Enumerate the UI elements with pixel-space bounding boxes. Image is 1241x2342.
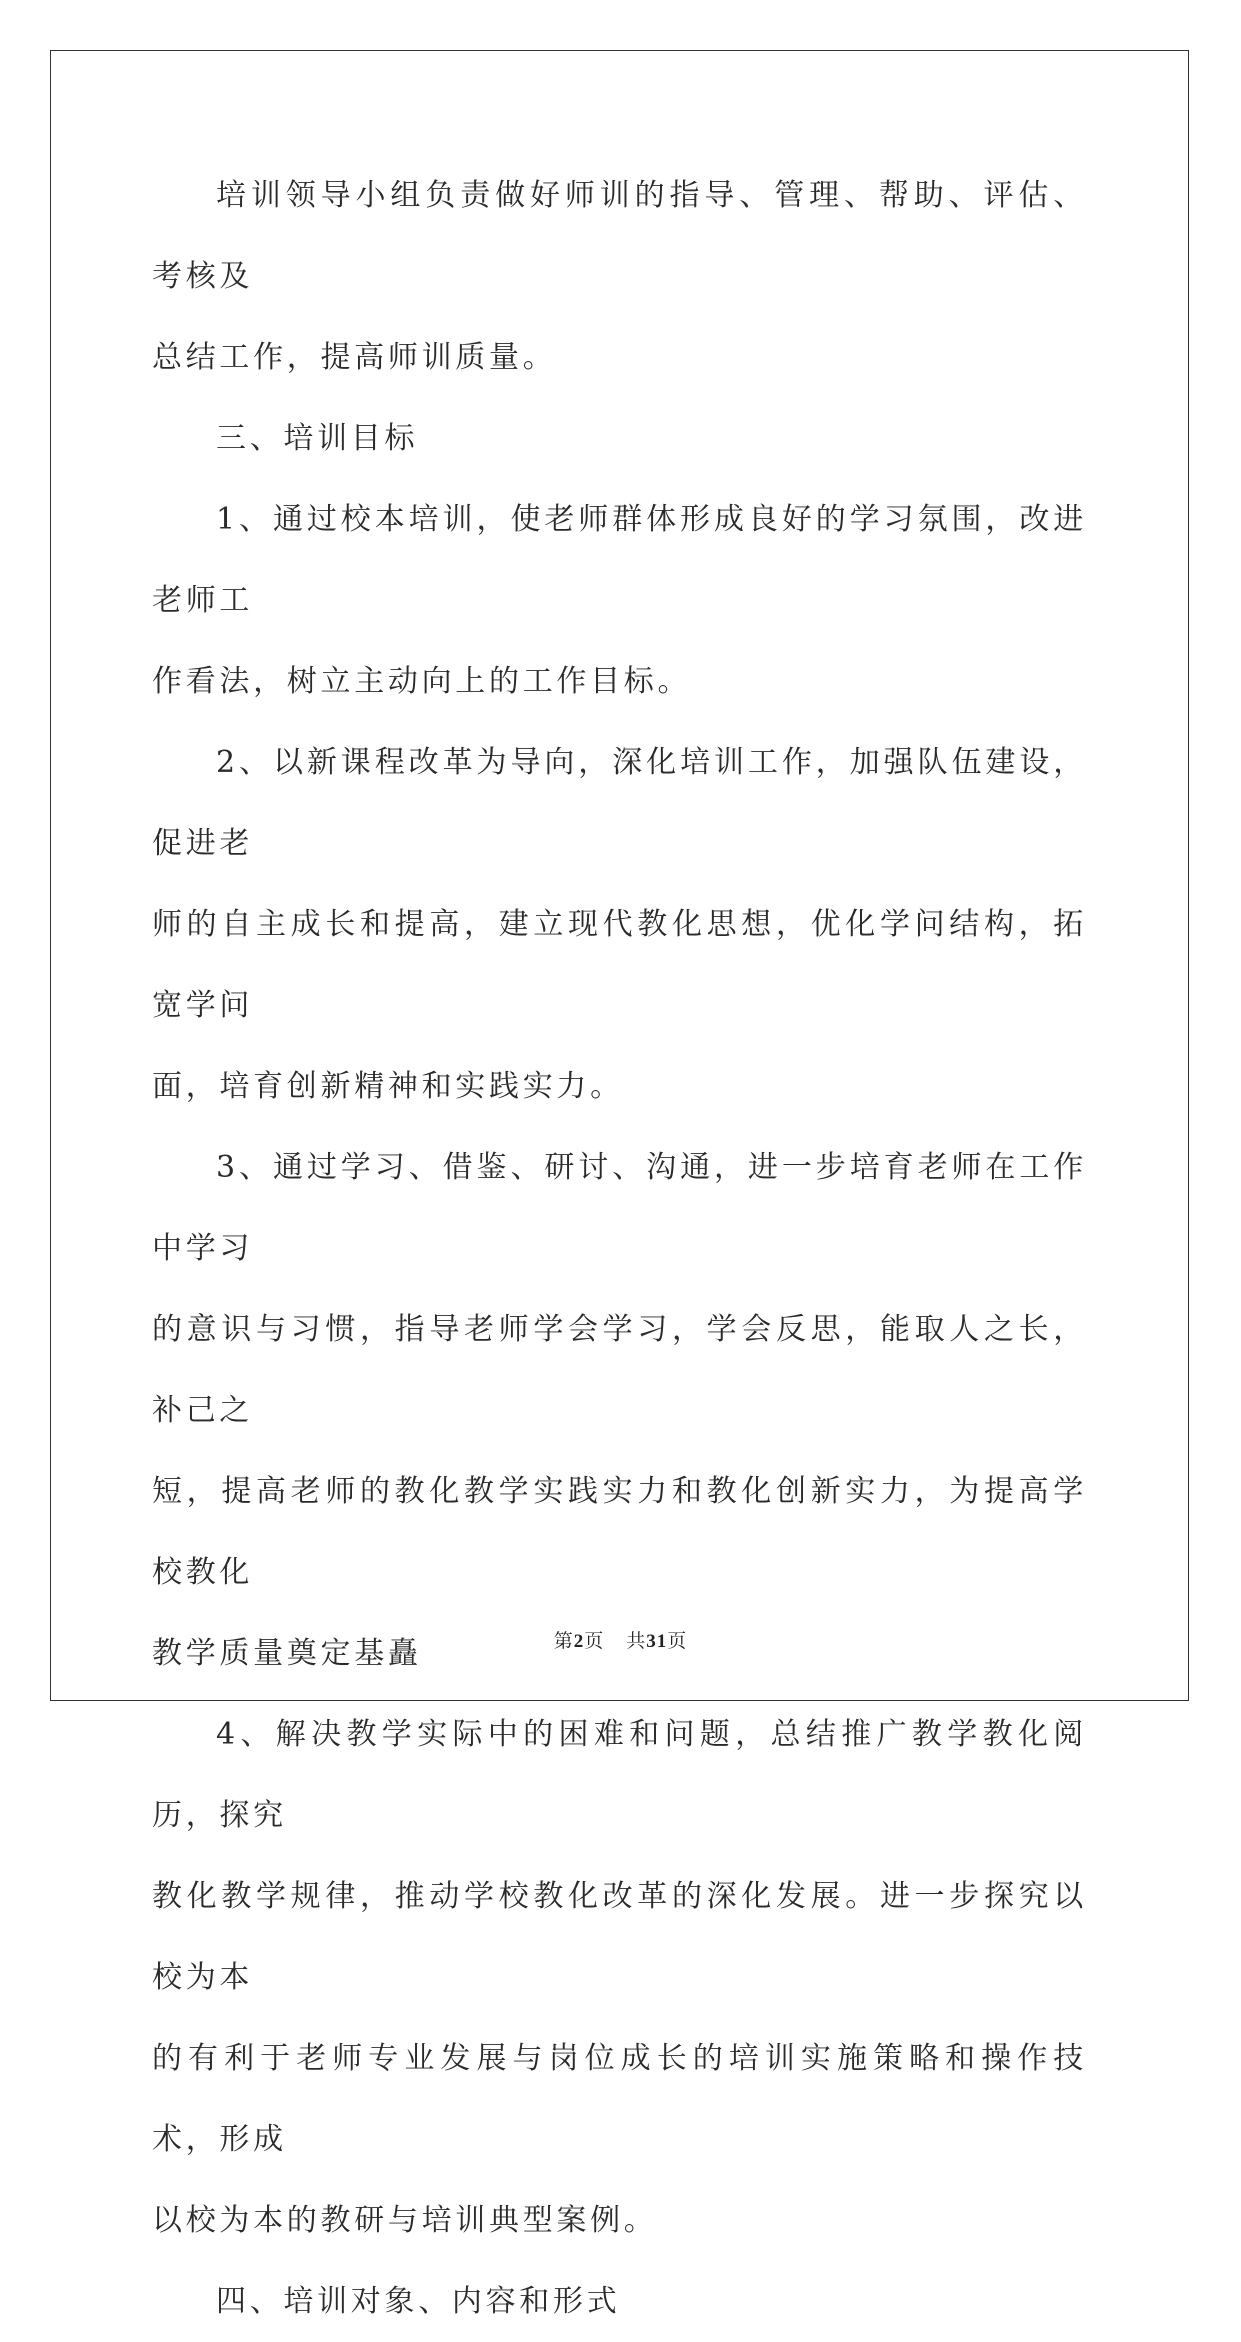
- text-line: 四、培训对象、内容和形式: [216, 2284, 621, 2319]
- section-heading-3: [152, 398, 1087, 479]
- text-line: 培训领导小组负责做好师训的指导、管理、帮助、评估、考核及: [152, 178, 1087, 294]
- total-suffix: 页: [667, 1630, 688, 1652]
- page-footer: [0, 1626, 1241, 1653]
- paragraph-goal-2: [152, 722, 1087, 1127]
- text-line: 2、以新课程改革为导向，深化培训工作，加强队伍建设，促进老: [152, 745, 1087, 861]
- document-body: [152, 155, 1087, 2342]
- text-line: 作看法，树立主动向上的工作目标。: [152, 664, 692, 699]
- text-line: 教学质量奠定基矗: [152, 1636, 422, 1671]
- paragraph-goal-3: [152, 1127, 1087, 1694]
- total-prefix: 共: [626, 1630, 647, 1652]
- section-heading-4: [152, 2261, 1087, 2342]
- page-suffix: 页: [584, 1630, 605, 1652]
- page-number: 2: [573, 1631, 585, 1652]
- text-line: 短，提高老师的教化教学实践实力和教化创新实力，为提高学校教化: [152, 1474, 1087, 1590]
- total-pages: 31: [646, 1631, 668, 1652]
- paragraph-goal-1: [152, 479, 1087, 722]
- text-line: 的有利于老师专业发展与岗位成长的培训实施策略和操作技术，形成: [152, 2041, 1087, 2157]
- text-line: 教化教学规律，推动学校教化改革的深化发展。进一步探究以校为本: [152, 1879, 1087, 1995]
- text-line: 面，培育创新精神和实践实力。: [152, 1069, 624, 1104]
- text-line: 师的自主成长和提高，建立现代教化思想，优化学问结构，拓宽学问: [152, 907, 1087, 1023]
- paragraph-1: [152, 155, 1087, 398]
- text-line: 总结工作，提高师训质量。: [152, 340, 557, 375]
- text-line: 4、解决教学实际中的困难和问题，总结推广教学教化阅历，探究: [152, 1717, 1087, 1833]
- page-prefix: 第: [553, 1630, 574, 1652]
- text-line: 以校为本的教研与培训典型案例。: [152, 2203, 658, 2238]
- text-line: 1、通过校本培训，使老师群体形成良好的学习氛围，改进老师工: [152, 502, 1087, 618]
- text-line: 三、培训目标: [216, 421, 419, 456]
- text-line: 的意识与习惯，指导老师学会学习，学会反思，能取人之长，补己之: [152, 1312, 1087, 1428]
- paragraph-goal-4: [152, 1694, 1087, 2261]
- text-line: 3、通过学习、借鉴、研讨、沟通，进一步培育老师在工作中学习: [152, 1150, 1087, 1266]
